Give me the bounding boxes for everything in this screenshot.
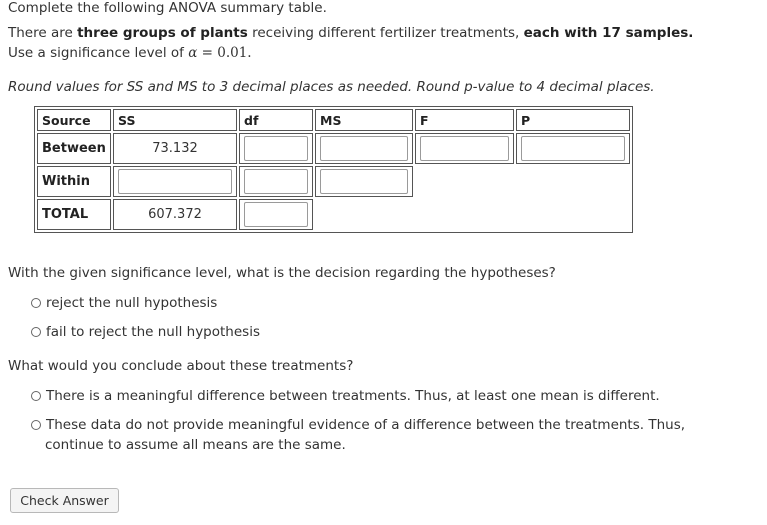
meaningful-difference-label: There is a meaningful difference between treatments. Thus, at least one mean is different. [46, 388, 660, 404]
option-reject-null[interactable] [31, 295, 217, 311]
table-row-total [37, 199, 630, 230]
reject-null-radio[interactable] [31, 298, 41, 308]
option-meaningful-difference[interactable] [31, 388, 660, 404]
between-ms-input[interactable] [320, 136, 408, 161]
problem-description [8, 25, 693, 41]
hypothesis-question: With the given significance level, what is the decision regarding the hypotheses? [8, 265, 556, 281]
total-df-cell [239, 199, 313, 230]
row-label-within: Within [37, 166, 111, 197]
table-row-between [37, 133, 630, 164]
within-ms-cell [315, 166, 413, 197]
no-evidence-label-line1: These data do not provide meaningful evidence of a difference between the treatments. Thus, [46, 417, 686, 433]
total-f-empty [415, 199, 514, 230]
between-p-cell [516, 133, 630, 164]
within-ss-cell [113, 166, 237, 197]
alpha-expression [188, 45, 251, 61]
meaningful-difference-radio[interactable] [31, 391, 41, 401]
conclusion-question: What would you conclude about these treatments? [8, 358, 354, 374]
within-df-cell [239, 166, 313, 197]
intro-text: Complete the following ANOVA summary table. [8, 0, 327, 16]
row-label-between: Between [37, 133, 111, 164]
desc-groups-bold: three groups of plants [77, 25, 248, 41]
no-evidence-radio[interactable] [31, 420, 41, 430]
desc-samples-bold: each with 17 samples. [523, 25, 694, 41]
table-row-within [37, 166, 630, 197]
option-fail-to-reject-null[interactable] [31, 324, 260, 340]
within-ms-input[interactable] [320, 169, 408, 194]
check-answer-button[interactable]: Check Answer [10, 488, 119, 513]
fail-to-reject-radio[interactable] [31, 327, 41, 337]
no-evidence-label-line2: continue to assume all means are the same. [45, 437, 346, 453]
between-p-input[interactable] [521, 136, 625, 161]
alpha-symbol: α [188, 45, 198, 61]
within-f-empty [415, 166, 514, 197]
between-f-cell [415, 133, 514, 164]
within-p-empty [516, 166, 630, 197]
rounding-note: Round values for SS and MS to 3 decimal places as needed. Round p-value to 4 decimal places. [8, 79, 655, 95]
desc-part2: receiving different fertilizer treatments, [247, 25, 524, 41]
option-no-meaningful-evidence[interactable] [31, 417, 685, 433]
between-ss-value: 73.132 [113, 133, 237, 164]
table-header-row [37, 109, 630, 131]
fail-to-reject-label: fail to reject the null hypothesis [46, 324, 260, 340]
desc-part1: There are [8, 25, 78, 41]
total-ms-empty [315, 199, 413, 230]
between-ms-cell [315, 133, 413, 164]
header-p: P [516, 109, 630, 131]
between-f-input[interactable] [420, 136, 509, 161]
total-df-input[interactable] [244, 202, 308, 227]
header-ss: SS [113, 109, 237, 131]
significance-prefix: Use a significance level of [8, 45, 189, 61]
significance-level-line [8, 45, 252, 61]
header-df: df [239, 109, 313, 131]
total-p-empty [516, 199, 630, 230]
header-f: F [415, 109, 514, 131]
between-df-input[interactable] [244, 136, 308, 161]
within-ss-input[interactable] [118, 169, 232, 194]
row-label-total: TOTAL [37, 199, 111, 230]
within-df-input[interactable] [244, 169, 308, 194]
header-source: Source [37, 109, 111, 131]
alpha-value: = 0.01. [197, 45, 252, 61]
anova-table [34, 106, 633, 233]
reject-null-label: reject the null hypothesis [46, 295, 218, 311]
between-df-cell [239, 133, 313, 164]
header-ms: MS [315, 109, 413, 131]
total-ss-value: 607.372 [113, 199, 237, 230]
